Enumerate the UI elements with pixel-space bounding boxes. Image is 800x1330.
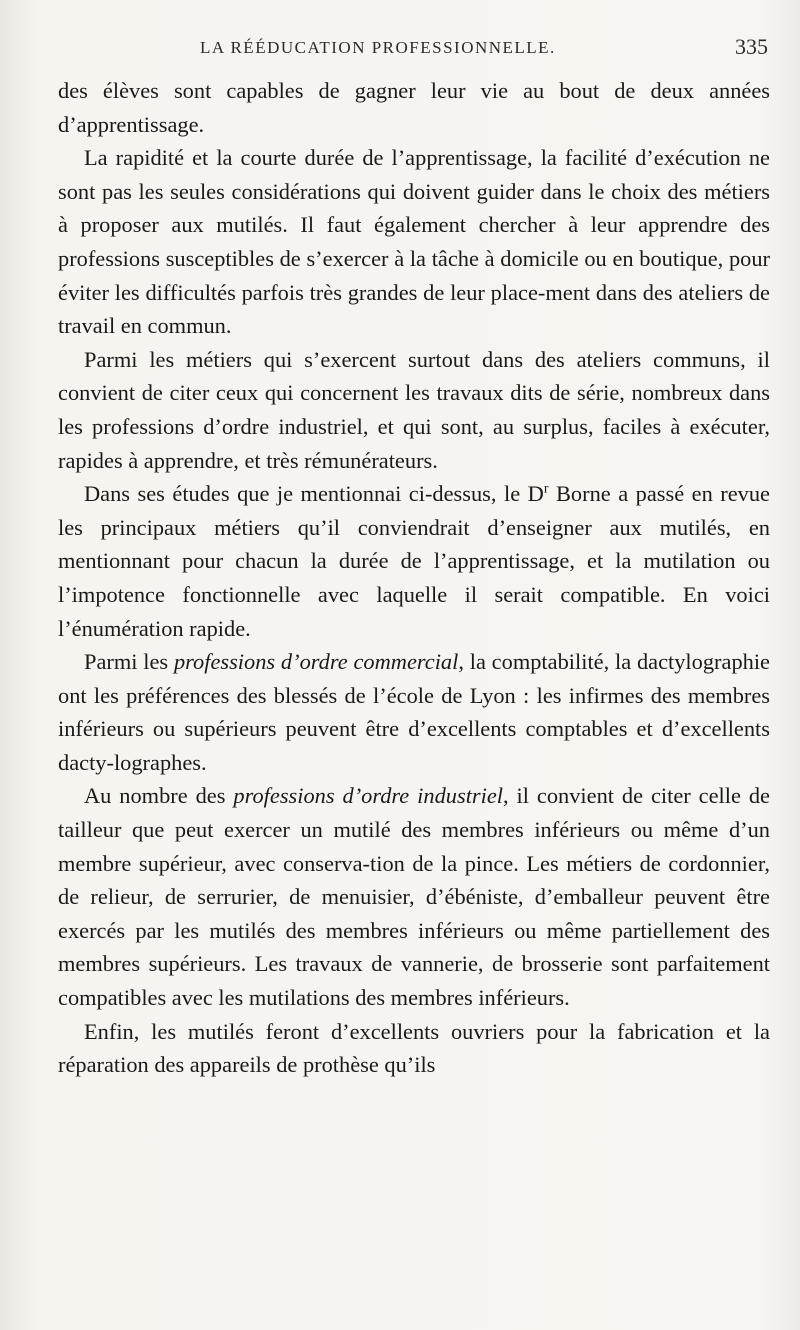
paragraph-apprentissage: La rapidité et la courte durée de l’apprentissage, la facilité d’exécution ne sont pas les seules considérations qui doivent guider dans le choix des métiers à proposer aux mutilés. Il faut également chercher à leur apprendre des professions susceptibles de s’exercer à la tâche à domicile ou en boutique, pour éviter les difficultés parfois très grandes de leur place-ment dans des ateliers de travail en commun. bbox=[58, 145, 770, 339]
paragraph-text: Dans ses études que je mentionnai ci-dessus, le D bbox=[84, 481, 544, 507]
paragraph-ateliers-communs: Parmi les métiers qui s’exercent surtout dans des ateliers communs, il convient de citer ceux qui concernent les travaux dits de série, nombreux dans les professions d’ordre industriel, et qui sont, au surplus, faciles à exécuter, rapides à apprendre, et très rémunérateurs. bbox=[58, 346, 770, 473]
body-text bbox=[58, 74, 770, 1082]
paragraph-text: , la comptabilité, la dactylographie ont les préférences des blessés de l’école de Lyon : les infirmes des membres inférieurs ou supérieurs peuvent être d’excellents comptables et d’excellents dacty-lographes. bbox=[58, 649, 770, 775]
paragraph-borne bbox=[58, 477, 770, 645]
paragraph-text: Borne a passé en revue les principaux métiers qu’il conviendrait d’enseigner aux mutilés, en mentionnant pour chacun la durée de l’apprentissage, et la mutilation ou l’impotence fonctionnelle avec laquelle il serait compatible. En voici l’énumération rapide. bbox=[58, 481, 770, 641]
paragraph-commercial bbox=[58, 645, 770, 779]
paragraph-industriel bbox=[58, 779, 770, 1014]
paragraph-text: , il convient de citer celle de tailleur que peut exercer un mutilé des membres inférieurs ou même d’un membre supérieur, avec conserva-tion de la pince. Les métiers de cordonnier, de relieur, de serrurier, de menuisier, d’ébéniste, d’emballeur peuvent être exercés par les mutilés des membres inférieurs ou même partiellement des membres supérieurs. Les travaux de vannerie, de brosserie sont parfaitement compatibles avec les mutilations des membres inférieurs. bbox=[58, 783, 770, 1011]
page-number: 335 bbox=[735, 34, 768, 59]
paragraph-prothese: Enfin, les mutilés feront d’excellents ouvriers pour la fabrication et la réparation des appareils de prothèse qu’ils bbox=[58, 1018, 770, 1078]
paragraph-text: Parmi les bbox=[84, 649, 174, 675]
paragraph-continuation: des élèves sont capables de gagner leur vie au bout de deux années d’apprentissage. bbox=[58, 78, 770, 137]
running-head: LA RÉÉDUCATION PROFESSIONNELLE. bbox=[200, 38, 556, 57]
superscript: r bbox=[543, 481, 549, 497]
italic-term: professions d’ordre commercial bbox=[173, 649, 459, 675]
paragraph-text: Au nombre des bbox=[84, 783, 234, 809]
page-header bbox=[60, 34, 768, 64]
italic-term: professions d’ordre industriel bbox=[233, 783, 504, 809]
